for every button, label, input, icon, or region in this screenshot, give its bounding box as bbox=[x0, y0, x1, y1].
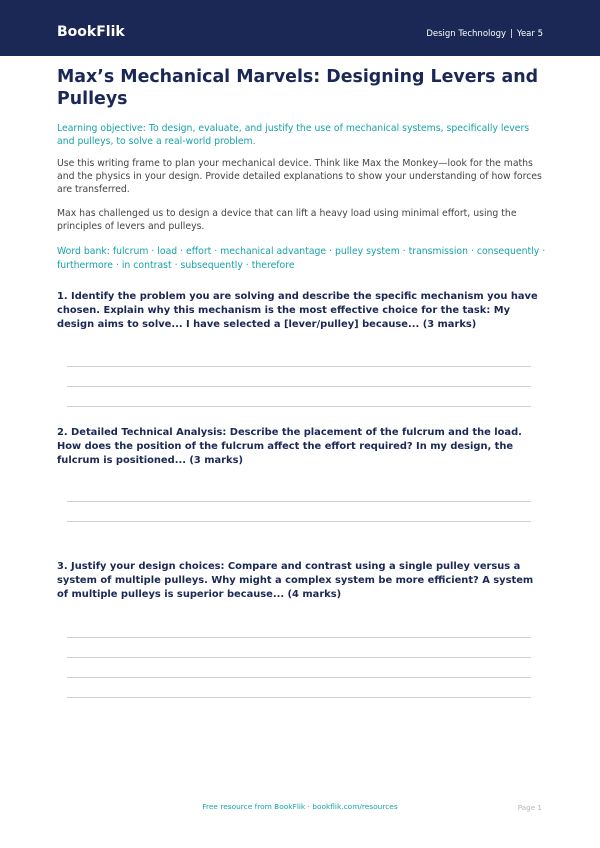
challenge-paragraph: Max has challenged us to design a device that can lift a heavy load using minimal effort, using the principles of levers and pulleys. bbox=[57, 208, 517, 232]
worksheet-title: Max’s Mechanical Marvels: Designing Levers and Pulleys bbox=[57, 67, 539, 109]
word-bank: Word bank: fulcrum · load · effort · mechanical advantage · pulley system · transmission · consequently · furthermore · in contrast · subsequently · therefore bbox=[57, 246, 546, 271]
question-3-prompt: 3. Justify your design choices: Compare and contrast using a single pulley versus a system of multiple pulleys. Why might a complex system be more efficient? A system of multiple pulleys is superior because... (4 marks) bbox=[57, 561, 534, 600]
year-label: Year 5 bbox=[516, 29, 543, 39]
subject-label: Design Technology bbox=[426, 29, 507, 39]
header-separator: | bbox=[510, 29, 513, 39]
answer-line[interactable] bbox=[67, 386, 531, 387]
answer-line[interactable] bbox=[67, 406, 531, 407]
question-1-prompt: 1. Identify the problem you are solving and describe the specific mechanism you have chosen. Explain why this mechanism is the most effective choice for the task: My design aims to solve... I have selected a [lever/pulley] because... (3 marks) bbox=[57, 291, 538, 330]
answer-line[interactable] bbox=[67, 501, 531, 502]
page-number: Page 1 bbox=[517, 803, 542, 812]
footer-resource-link[interactable]: Free resource from BookFlik · bookflik.com/resources bbox=[202, 802, 398, 811]
question-2-prompt: 2. Detailed Technical Analysis: Describe the placement of the fulcrum and the load. How does the position of the fulcrum affect the effort required? In my design, the fulcrum is positioned... (3 marks) bbox=[57, 427, 522, 466]
answer-line[interactable] bbox=[67, 637, 531, 638]
answer-line[interactable] bbox=[67, 697, 531, 698]
learning-objective: Learning objective: To design, evaluate, and justify the use of mechanical systems, specifically levers and pulleys, to solve a real-world problem. bbox=[57, 123, 530, 147]
header-meta bbox=[426, 28, 543, 40]
answer-line[interactable] bbox=[67, 521, 531, 522]
page-header bbox=[0, 0, 600, 56]
answer-line[interactable] bbox=[67, 657, 531, 658]
answer-line[interactable] bbox=[67, 366, 531, 367]
brand-logo[interactable]: BookFlik bbox=[57, 24, 125, 40]
answer-line[interactable] bbox=[67, 677, 531, 678]
intro-paragraph: Use this writing frame to plan your mechanical device. Think like Max the Monkey—look for the maths and the physics in your design. Provide detailed explanations to show your understanding of how forces are transferred. bbox=[57, 158, 542, 195]
